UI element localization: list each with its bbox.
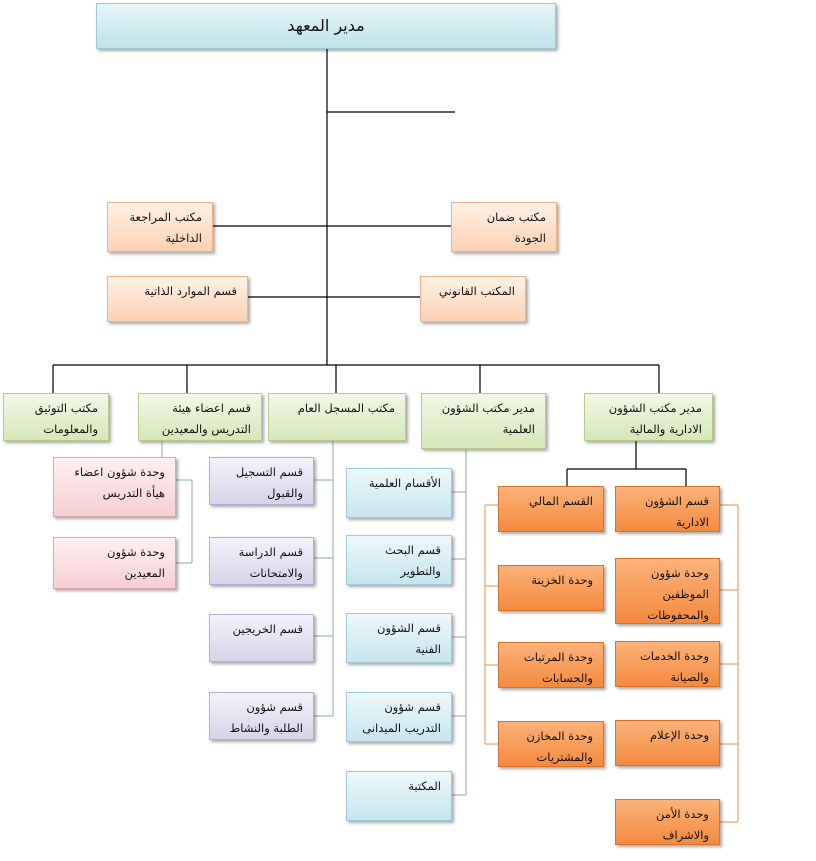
financial-department-node[interactable]: القسم المالي [498,486,604,532]
administrative-affairs-node[interactable]: قسم الشؤون الادارية [615,486,720,532]
registration-admission-node[interactable]: قسم التسجيل والقبول [209,457,314,505]
treasury-unit-node[interactable]: وحدة الخزينة [498,565,604,611]
salaries-accounts-node[interactable]: وحدة المرتبات والحسابات [498,642,604,688]
study-exams-node[interactable]: قسم الدراسة والامتحانات [209,537,314,585]
legal-office-node[interactable]: المكتب القانوني [420,276,526,322]
admin-finance-affairs-node[interactable]: مدير مكتب الشؤون الادارية والمالية [584,393,713,441]
documentation-office-node[interactable]: مكتب التوثيق والمعلومات [3,393,109,441]
academic-departments-node[interactable]: الأقسام العلمية [346,468,452,518]
scientific-affairs-node[interactable]: مدير مكتب الشؤون العلمية [421,393,546,449]
graduates-node[interactable]: قسم الخريجين [209,614,314,662]
stores-purchases-node[interactable]: وحدة المخازن والمشتريات [498,721,604,767]
internal-audit-node[interactable]: مكتب المراجعة الداخلية [107,202,213,252]
self-resources-node[interactable]: قسم الموارد الذاتية [107,276,248,322]
field-training-node[interactable]: قسم شؤون التدريب الميدانى [346,692,452,742]
registrar-office-node[interactable]: مكتب المسجل العام [268,393,406,441]
student-affairs-node[interactable]: قسم شؤون الطلبة والنشاط [209,692,314,740]
institute-director-node[interactable]: مدير المعهد [96,3,556,49]
technical-affairs-node[interactable]: قسم الشؤون الفنية [346,613,452,663]
demonstrators-unit[interactable]: وحدة شؤون المعيدين [53,537,176,589]
security-supervision-node[interactable]: وحدة الأمن والاشراف [615,799,720,845]
personnel-archives-node[interactable]: وحدة شؤون الموظفين والمحفوظات [615,558,720,624]
research-development-node[interactable]: قسم البحث والتطوير [346,535,452,585]
library-node[interactable]: المكتبة [346,771,452,821]
faculty-affairs-node[interactable]: قسم اعضاء هيئة التدريس والمعيدين [138,393,262,441]
quality-assurance-node[interactable]: مكتب ضمان الجودة [451,202,557,252]
media-unit-node[interactable]: وحدة الإعلام [615,720,720,766]
faculty-staff-unit[interactable]: وحدة شؤون اعضاء هيأة التدريس [53,457,176,517]
services-maintenance-node[interactable]: وحدة الخدمات والصيانة [615,641,720,687]
